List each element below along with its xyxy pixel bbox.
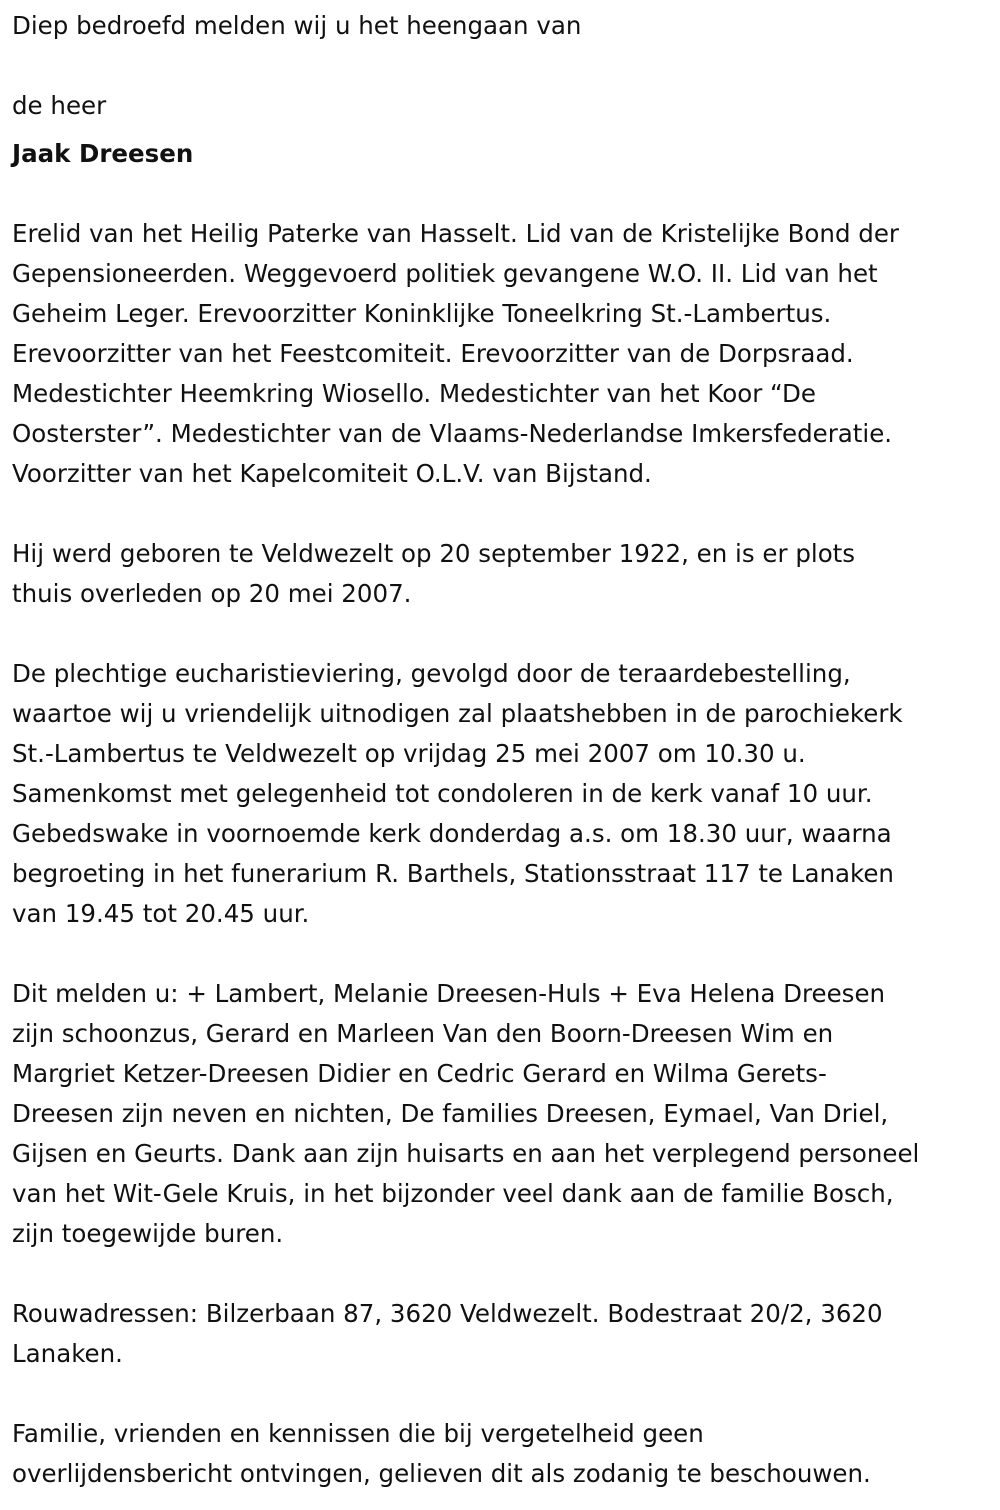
- titles-paragraph: [12, 214, 992, 494]
- closing-line: overlijdensbericht ontvingen, gelieven dit als zodanig te beschouwen.: [12, 1459, 871, 1488]
- ceremony-line: Samenkomst met gelegenheid tot condoleren in de kerk vanaf 10 uur.: [12, 779, 873, 808]
- ceremony-line: van 19.45 tot 20.45 uur.: [12, 899, 310, 928]
- birth-death-paragraph: [12, 534, 992, 614]
- titles-line: Erevoorzitter van het Feestcomiteit. Erevoorzitter van de Dorpsraad.: [12, 339, 854, 368]
- deceased-name: Jaak Dreesen: [12, 139, 194, 168]
- family-line: Dit melden u: + Lambert, Melanie Dreesen-Huls + Eva Helena Dreesen: [12, 979, 886, 1008]
- closing-paragraph: [12, 1414, 992, 1494]
- addresses-line: Lanaken.: [12, 1339, 123, 1368]
- intro-paragraph: [12, 6, 992, 46]
- birth-death-line: thuis overleden op 20 mei 2007.: [12, 579, 412, 608]
- titles-line: Voorzitter van het Kapelcomiteit O.L.V. van Bijstand.: [12, 459, 652, 488]
- salutation-text: de heer: [12, 91, 107, 120]
- family-line: zijn toegewijde buren.: [12, 1219, 284, 1248]
- addresses-line: Rouwadressen: Bilzerbaan 87, 3620 Veldwezelt. Bodestraat 20/2, 3620: [12, 1299, 883, 1328]
- titles-line: Erelid van het Heilig Paterke van Hasselt. Lid van de Kristelijke Bond der: [12, 219, 899, 248]
- intro-text: Diep bedroefd melden wij u het heengaan van: [12, 11, 582, 40]
- family-line: Margriet Ketzer-Dreesen Didier en Cedric Gerard en Wilma Gerets-: [12, 1059, 827, 1088]
- family-line: zijn schoonzus, Gerard en Marleen Van den Boorn-Dreesen Wim en: [12, 1019, 834, 1048]
- name-paragraph: [12, 134, 992, 174]
- ceremony-line: De plechtige eucharistieviering, gevolgd door de teraardebestelling,: [12, 659, 851, 688]
- family-paragraph: [12, 974, 992, 1254]
- titles-line: Oosterster”. Medestichter van de Vlaams-Nederlandse Imkersfederatie.: [12, 419, 893, 448]
- closing-line: Familie, vrienden en kennissen die bij vergetelheid geen: [12, 1419, 704, 1448]
- obituary-document: [12, 6, 992, 1494]
- titles-line: Gepensioneerden. Weggevoerd politiek gevangene W.O. II. Lid van het: [12, 259, 878, 288]
- ceremony-line: waartoe wij u vriendelijk uitnodigen zal plaatshebben in de parochiekerk: [12, 699, 903, 728]
- ceremony-line: Gebedswake in voornoemde kerk donderdag a.s. om 18.30 uur, waarna: [12, 819, 892, 848]
- titles-line: Geheim Leger. Erevoorzitter Koninklijke Toneelkring St.-Lambertus.: [12, 299, 832, 328]
- ceremony-line: St.-Lambertus te Veldwezelt op vrijdag 25 mei 2007 om 10.30 u.: [12, 739, 806, 768]
- titles-line: Medestichter Heemkring Wiosello. Medestichter van het Koor “De: [12, 379, 816, 408]
- birth-death-line: Hij werd geboren te Veldwezelt op 20 september 1922, en is er plots: [12, 539, 856, 568]
- ceremony-paragraph: [12, 654, 992, 934]
- family-line: van het Wit-Gele Kruis, in het bijzonder veel dank aan de familie Bosch,: [12, 1179, 894, 1208]
- ceremony-line: begroeting in het funerarium R. Barthels, Stationsstraat 117 te Lanaken: [12, 859, 894, 888]
- addresses-paragraph: [12, 1294, 992, 1374]
- family-line: Dreesen zijn neven en nichten, De families Dreesen, Eymael, Van Driel,: [12, 1099, 889, 1128]
- family-line: Gijsen en Geurts. Dank aan zijn huisarts en aan het verplegend personeel: [12, 1139, 920, 1168]
